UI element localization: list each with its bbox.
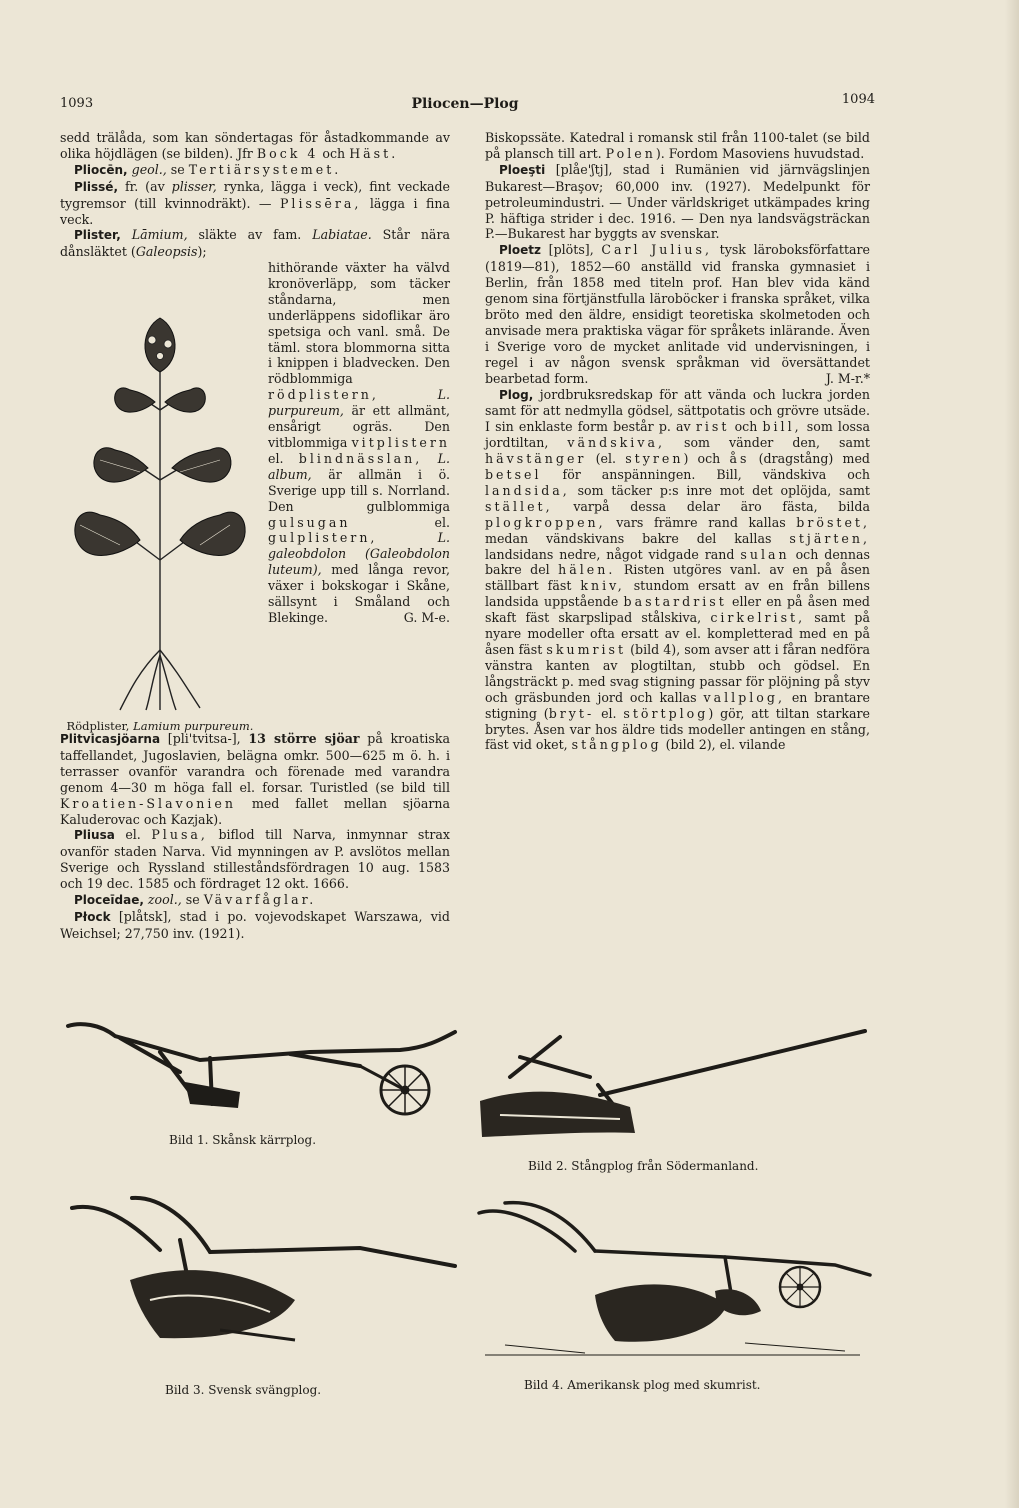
page-edge	[1005, 0, 1019, 1508]
entry-plitvicasjoarna: Plitvicasjöarna [pli'tvitsa-], 13 större sjöar på kroatiska taffellandet, Jugoslavien, belägna omkr. 500—625 m ö. h. i terrasser ovanför varandra och förenade med varandra genom 4—30 m höga fall el. forsar. Turistled (se bild till Kroatien-Slavonien med fallet mellan sjöarna Kaluderovac och Kazjak).	[60, 731, 450, 827]
skansk-karrplog-illustration	[60, 1012, 460, 1127]
amerikansk-plog-illustration	[465, 1195, 875, 1365]
lamium-plant-illustration	[60, 310, 260, 715]
entry-plister: Plister, Lāmium, släkte av fam. Labiatae. Står nära dånsläktet (Galeopsis);	[60, 227, 450, 260]
plant-figure	[60, 310, 260, 750]
entry-ploesti: Ploeşti [plåe'ʃtj], stad i Rumänien vid järnvägslinjen Bukarest—Braşov; 60,000 inv. (1927). Medelpunkt för petroleumindustri. — Under världskriget utkämpades kring P. häftiga strider i dec. 1916. — Den nya landsvägsträckan P.—Bukarest har byggts av svenskar.	[485, 161, 870, 242]
caption-bild-1: Bild 1. Skånsk kärrplog.	[169, 1133, 317, 1147]
figure-bild-1	[60, 1012, 460, 1127]
page-number-left: 1093	[60, 96, 94, 111]
entry-continuation: sedd trälåda, som kan söndertagas för åstadkommande av olika höjdlägen (se bilden). Jfr Bock 4 och Häst.	[60, 130, 450, 161]
plant-caption: Rödplister, Lamium purpureum.	[66, 719, 254, 733]
entry-plock-cont: Biskopssäte. Katedral i romansk stil från 1100-talet (se bild på plansch till art. Polen). Fordom Masoviens huvudstad.	[485, 130, 870, 161]
plister-description: hithörande växter ha välvd kronöverläpp, som täcker ståndarna, men underläppens sidoflikar äro spetsiga och vanl. små. De täml. stora blommorna sitta i knippen i bladvecken. Den rödblommiga rödplistern, L. purpureum, är ett allmänt, ensårigt ogräs. Den vitblommiga vitplistern el. blindnässlan, L. album, är allmän i ö. Sverige upp till s. Norrland. Den gulblommiga gulsugan el. gulplistern, L. galeobdolon (Galeobdolon luteum), med långa revor, växer i bokskogar i Skåne, sällsynt i Småland och Blekinge. G. M-e.	[268, 260, 450, 625]
running-title: Pliocen—Plog	[411, 96, 519, 112]
figure-bild-4	[465, 1195, 875, 1365]
right-column	[485, 130, 870, 753]
caption-bild-4: Bild 4. Amerikansk plog med skumrist.	[524, 1378, 761, 1392]
entry-plock: Płock [plåtsk], stad i po. vojevodskapet Warszawa, vid Weichsel; 27,750 inv. (1921).	[60, 908, 450, 941]
figure-bild-3	[60, 1190, 460, 1360]
page-header	[60, 92, 875, 116]
left-column-lower	[60, 731, 450, 942]
entry-plog: Plog, jordbruksredskap för att vända och luckra jorden samt för att nedmylla gödsel, sättpotatis och grövre utsäde. I sin enklaste form består p. av rist och bill, som lossa jordtiltan, vändskiva, som vänder den, samt hävstänger (el. styren) och ås (dragstång) med betsel för anspänningen. Bill, vändskiva och landsida, som täcker p:s inre mot det oplöjda, samt stället, varpå dessa delar äro fästa, bilda plogkroppen, vars främre rand kallas bröstet, medan vändskivans bakre del kallas stjärten, landsidans nedre, något vidgade rand sulan och dennas bakre del hälen. Risten utgöres vanl. av en på åsen ställbart fäst kniv, stundom ersatt av en från billens landsida uppstående bastardrist eller en på åsen med skaft fäst skarpslipad stålskiva, cirkelrist, samt på nyare modeller ofta ersatt av el. kompletterad med en på åsen fäst skumrist (bild 4), som avser att i fåran nedföra vänstra kanten av plogtiltan, stubb och gödsel. En långsträckt p. med svag stigning passar för plöjning på styv och gräsbunden jord och kallas vallplog, en brantare stigning (bryt- el. störtplog) gör, att tiltan starkare brytes. Åsen var hos äldre tids modeller antingen en stång, fäst vid oket, stångplog (bild 2), el. vilande	[485, 386, 871, 753]
caption-bild-2: Bild 2. Stångplog från Södermanland.	[528, 1159, 759, 1173]
caption-bild-3: Bild 3. Svensk svängplog.	[165, 1383, 322, 1397]
entry-ploetz: Ploetz [plöts], Carl Julius, tysk läroboksförfattare (1819—81), 1852—60 anställd vid franska gymnasiet i Berlin, från 1858 med titeln prof. Han blev vida känd genom sina förtjänstfulla läroböcker i franska språket, vilka bröto med den äldre, ensidigt teoretiska skolmetoden och anvisade mera praktiska vägar för språkets inlärande. Även i Sverige voro de mycket anlitade vid undervisningen, i regel i av någon svensk språkman vid översättandet bearbetad form. J. M-r.*	[485, 242, 870, 386]
entry-plisse: Plissé, fr. (av plisser, rynka, lägga i veck), fint veckade tygremsor (till kvinnodräkt). — Plissēra, lägga i fina veck.	[60, 178, 450, 227]
entry-pliusa: Pliusa el. Plusa, biflod till Narva, inmynnar strax ovanför staden Narva. Vid mynningen av P. avslötos mellan Sverige och Ryssland stilleståndsfördragen 10 aug. 1583 och 19 dec. 1585 och fördraget 12 okt. 1666.	[60, 827, 450, 892]
figure-bild-2	[470, 1015, 870, 1155]
stangplog-illustration	[470, 1015, 870, 1155]
entry-pliocen: Pliocēn, geol., se Tertiärsystemet.	[74, 161, 342, 177]
svensk-svangplog-illustration	[60, 1190, 460, 1360]
entry-ploceidae: Ploceīdae, zool., se Vävarfåglar.	[74, 892, 317, 908]
page-number-right: 1094	[841, 92, 875, 107]
